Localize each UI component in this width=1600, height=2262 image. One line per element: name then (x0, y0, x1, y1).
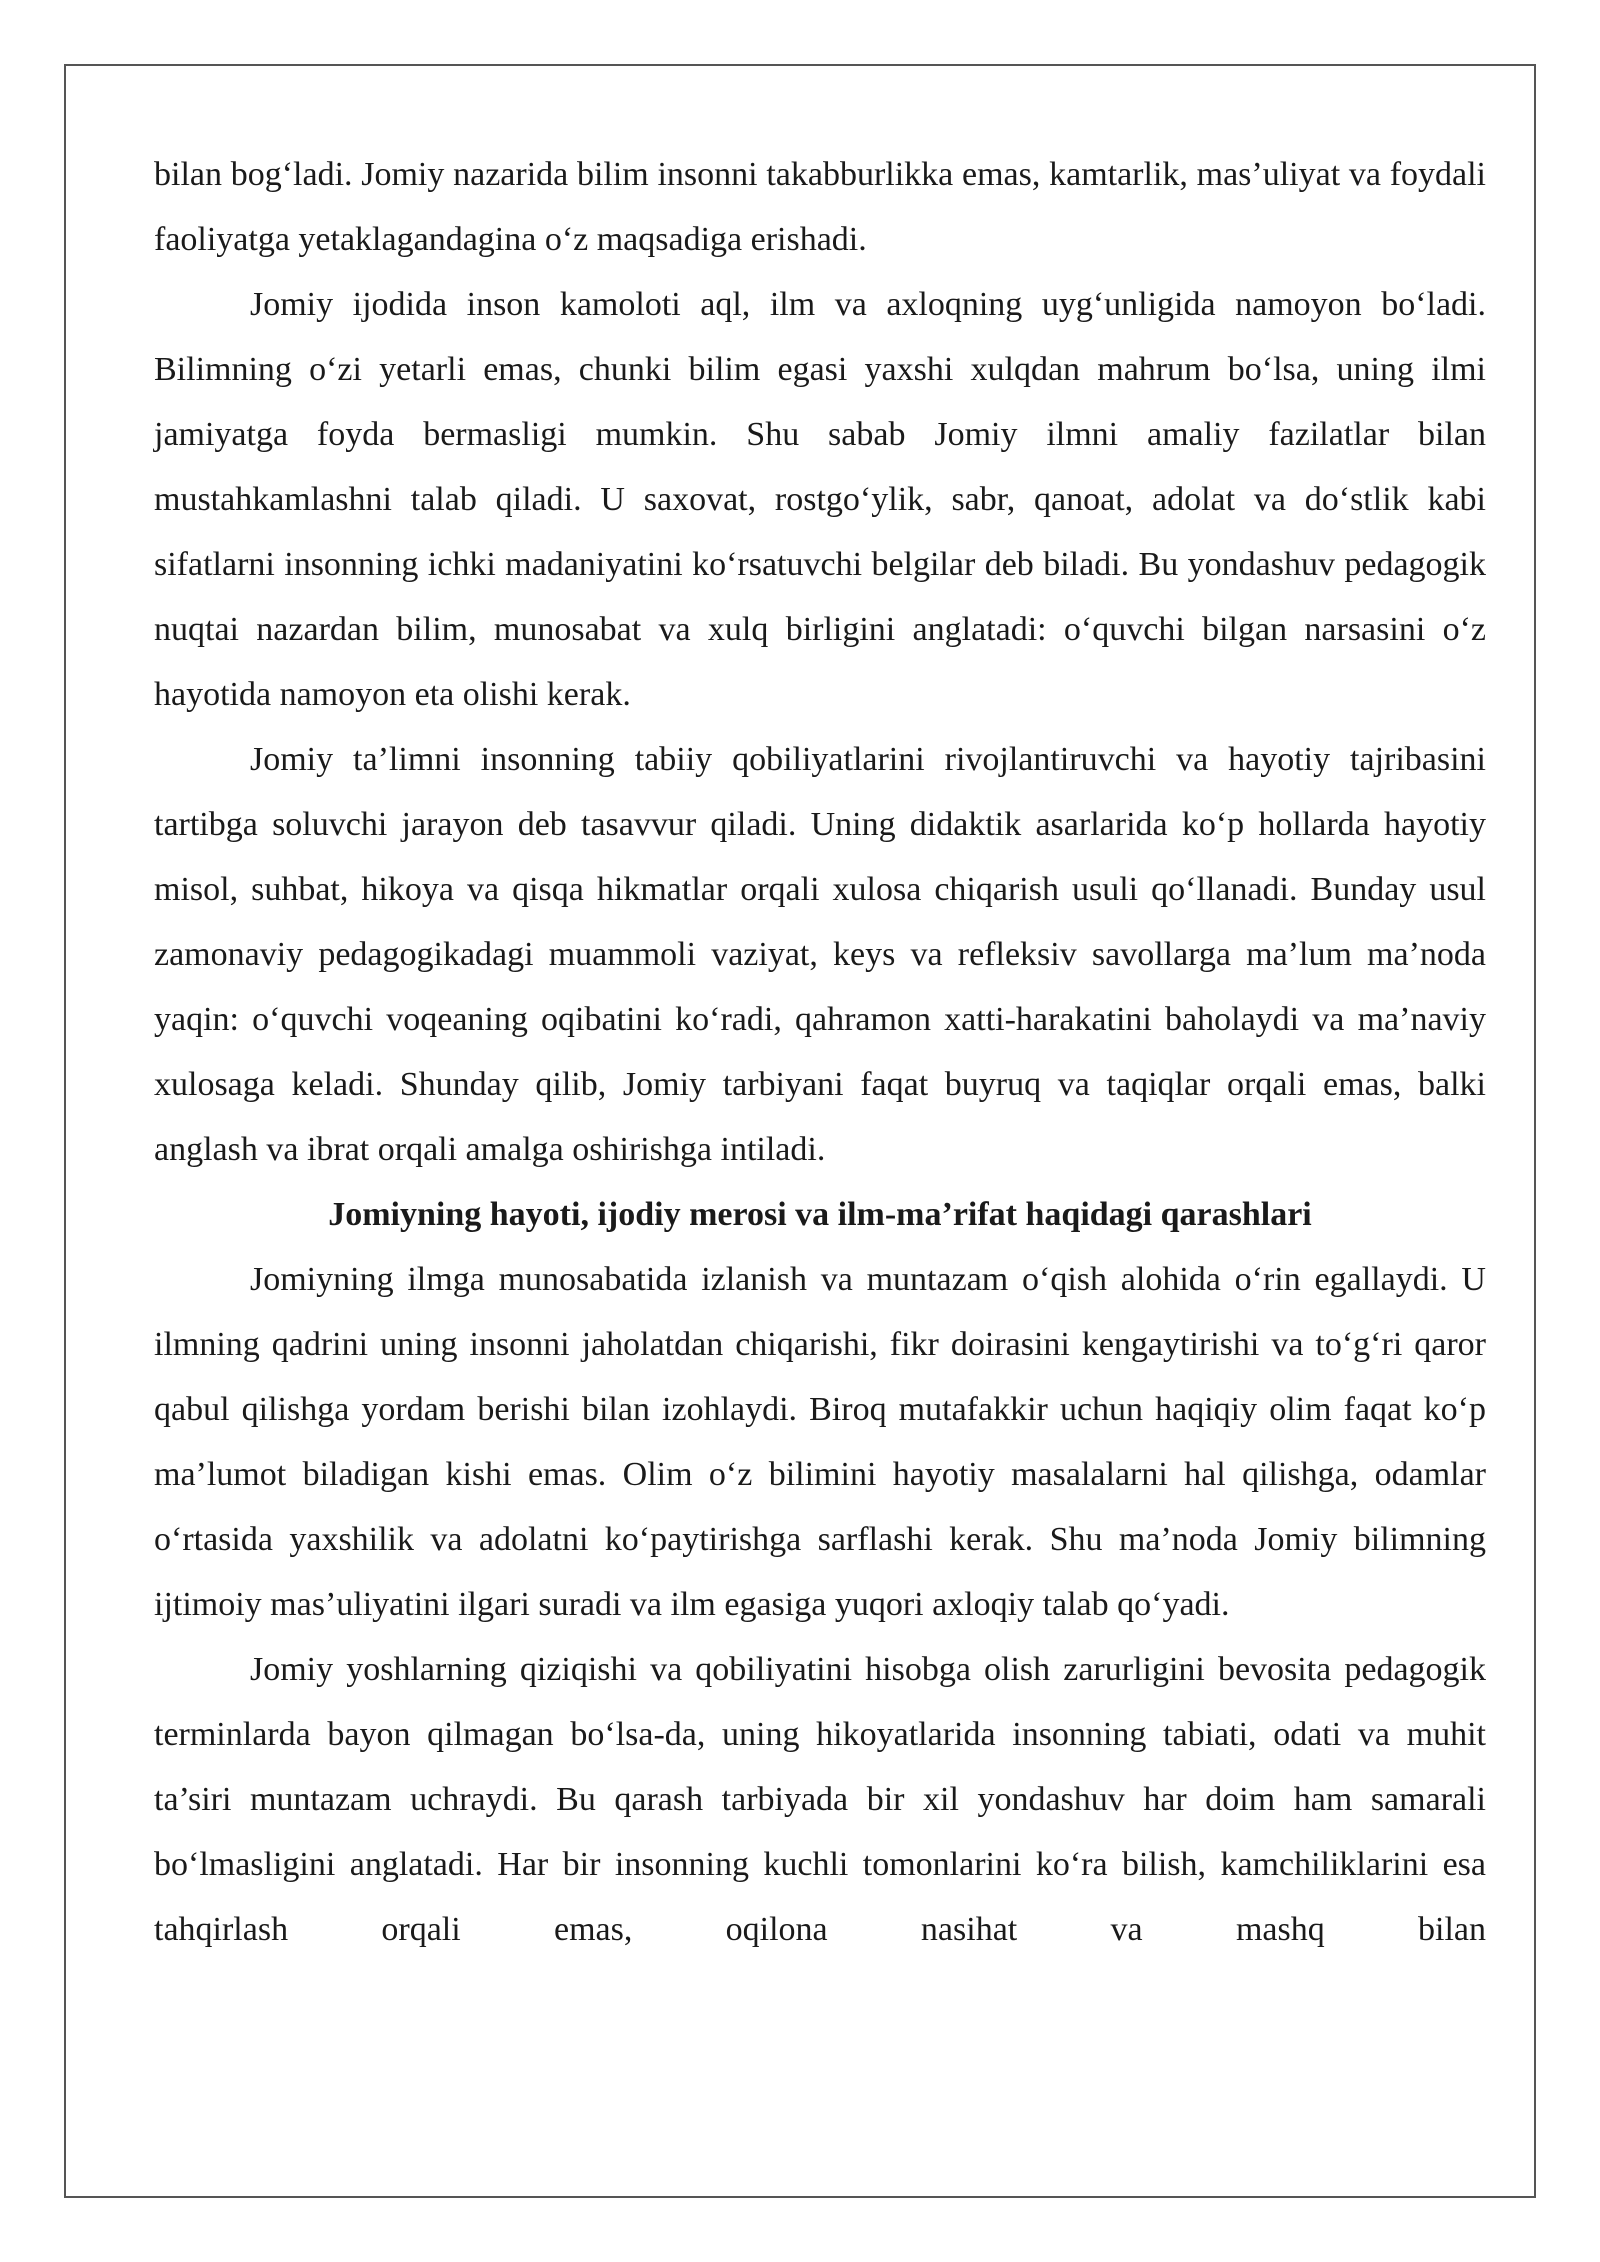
paragraph-continuation: bilan bog‘ladi. Jomiy nazarida bilim insonni takabburlikka emas, kamtarlik, mas’uliyat va foydali faoliyatga yetaklagandagina o‘z maqsadiga erishadi. (154, 156, 1486, 258)
paragraph: Jomiy ta’limni insonning tabiiy qobiliyatlarini rivojlantiruvchi va hayotiy tajribasini tartibga soluvchi jarayon deb tasavvur qiladi. Uning didaktik asarlarida ko‘p hollarda hayotiy misol, suhbat, hikoya va qisqa hikmatlar orqali xulosa chiqarish usuli qo‘llanadi. Bunday usul zamonaviy pedagogikadagi muammoli vaziyat, keys va refleksiv savollarga ma’lum ma’noda yaqin: o‘quvchi voqeaning oqibatini ko‘radi, qahramon xatti-harakatini baholaydi va ma’naviy xulosaga keladi. Shunday qilib, Jomiy tarbiyani faqat buyruq va taqiqlar orqali emas, balki anglash va ibrat orqali amalga oshirishga intiladi. (154, 741, 1486, 1168)
paragraph-continues: Jomiy yoshlarning qiziqishi va qobiliyatini hisobga olish zarurligini bevosita pedagogik terminlarda bayon qilmagan bo‘lsa-da, uning hikoyatlarida insonning tabiati, odati va muhit ta’siri muntazam uchraydi. Bu qarash tarbiyada bir xil yondashuv har doim ham samarali bo‘lmasligini anglatadi. Har bir insonning kuchli tomonlarini ko‘ra bilish, kamchiliklarini esa tahqirlash orqali emas, oqilona nasihat va mashq bilan (154, 1651, 1486, 1948)
section-heading: Jomiyning hayoti, ijodiy merosi va ilm-ma’rifat haqidagi qarashlari (328, 1196, 1312, 1233)
paragraph: Jomiy ijodida inson kamoloti aql, ilm va axloqning uyg‘unligida namoyon bo‘ladi. Bilimning o‘zi yetarli emas, chunki bilim egasi yaxshi xulqdan mahrum bo‘lsa, uning ilmi jamiyatga foyda bermasligi mumkin. Shu sabab Jomiy ilmni amaliy fazilatlar bilan mustahkamlashni talab qiladi. U saxovat, rostgo‘ylik, sabr, qanoat, adolat va do‘stlik kabi sifatlarni insonning ichki madaniyatini ko‘rsatuvchi belgilar deb biladi. Bu yondashuv pedagogik nuqtai nazardan bilim, munosabat va xulq birligini anglatadi: o‘quvchi bilgan narsasini o‘z hayotida namoyon eta olishi kerak. (154, 286, 1486, 713)
document-body (154, 142, 1486, 1962)
paragraph: Jomiyning ilmga munosabatida izlanish va muntazam o‘qish alohida o‘rin egallaydi. U ilmning qadrini uning insonni jaholatdan chiqarishi, fikr doirasini kengaytirishi va to‘g‘ri qaror qabul qilishga yordam berishi bilan izohlaydi. Biroq mutafakkir uchun haqiqiy olim faqat ko‘p ma’lumot biladigan kishi emas. Olim o‘z bilimini hayotiy masalalarni hal qilishga, odamlar o‘rtasida yaxshilik va adolatni ko‘paytirishga sarflashi kerak. Shu ma’noda Jomiy bilimning ijtimoiy mas’uliyatini ilgari suradi va ilm egasiga yuqori axloqiy talab qo‘yadi. (154, 1261, 1486, 1623)
